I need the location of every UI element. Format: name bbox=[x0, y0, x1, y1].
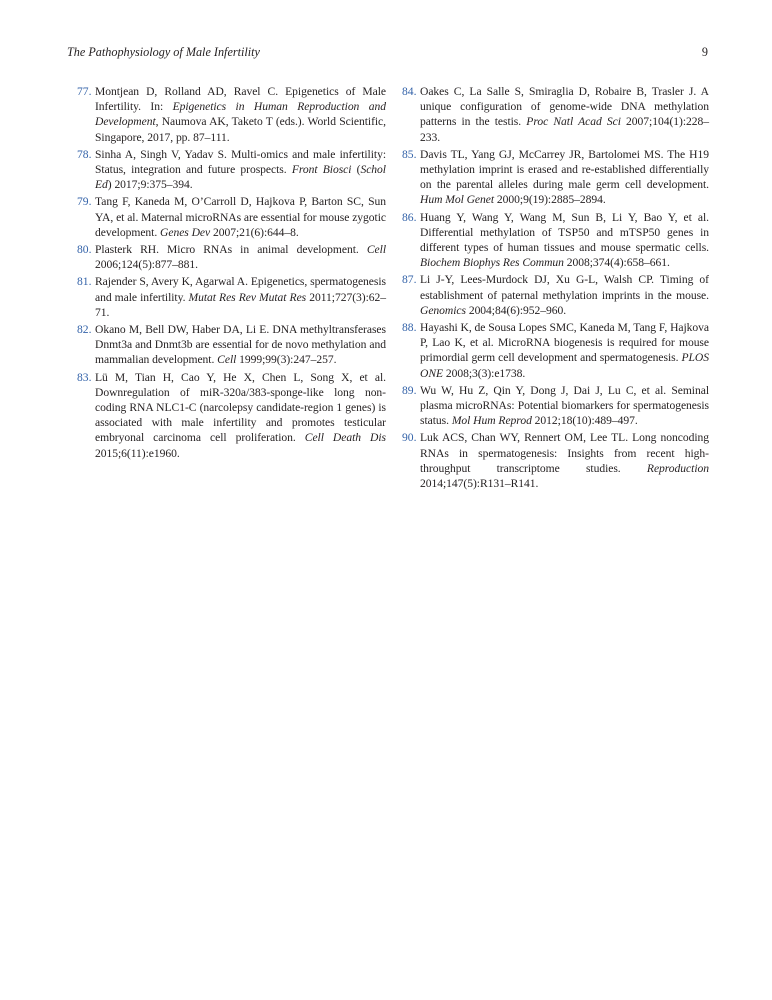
reference-segment: 2007;21(6):644–8. bbox=[210, 225, 299, 239]
reference-text bbox=[95, 274, 386, 320]
reference-column-left bbox=[77, 84, 386, 463]
reference-segment: Huang Y, Wang Y, Wang M, Sun B, Li Y, Bao Y, et al. Differential methylation of TSP50 and mTSP50 genes in different types of human tissues and mouse spermatic cells. bbox=[420, 210, 709, 255]
reference-segment: Wu W, Hu Z, Qin Y, Dong J, Dai J, Lu C, et al. Seminal plasma microRNAs: Potential biomarkers for spermatogenesis status. bbox=[420, 383, 709, 428]
reference-source-italic: Genomics bbox=[420, 303, 466, 317]
reference-entry bbox=[77, 84, 386, 145]
reference-text bbox=[420, 383, 709, 429]
reference-number-link[interactable]: 90. bbox=[402, 431, 417, 445]
reference-segment: 2007;104(1):228–233. bbox=[420, 115, 709, 144]
reference-segment: Davis TL, Yang GJ, McCarrey JR, Bartolomei MS. The H19 methylation imprint is erased and re-established differentially on the parental alleles during male germ cell development. bbox=[420, 147, 709, 192]
reference-segment: 2012;18(10):489–497. bbox=[531, 414, 638, 428]
reference-number-link[interactable]: 87. bbox=[402, 273, 417, 287]
reference-number-link[interactable]: 80. bbox=[77, 243, 92, 257]
reference-entry bbox=[77, 194, 386, 240]
reference-segment: 1999;99(3):247–257. bbox=[236, 353, 337, 367]
reference-number-link[interactable]: 86. bbox=[402, 210, 417, 224]
reference-source-italic: Hum Mol Genet bbox=[420, 193, 495, 207]
reference-source-italic: Mutat Res Rev Mutat Res bbox=[188, 290, 307, 304]
reference-entry bbox=[77, 147, 386, 193]
page-number: 9 bbox=[701, 45, 708, 59]
reference-text bbox=[420, 430, 709, 491]
reference-segment: Lü M, Tian H, Cao Y, He X, Chen L, Song X, et al. Downregulation of miR-320a/383-sponge-like long non-coding RNA NLC1-C (narcolepsy candidate-region 1 genes) is associated with male infertility and promotes testicular embryonal carcinoma cell proliferation. bbox=[95, 370, 386, 445]
reference-segment: Li J-Y, Lees-Murdock DJ, Xu G-L, Walsh CP. Timing of establishment of paternal methylation imprints in the mouse. bbox=[420, 273, 709, 302]
reference-segment: 2000;9(19):2885–2894. bbox=[494, 193, 606, 207]
reference-source-italic: Cell bbox=[366, 243, 386, 257]
reference-segment: 2015;6(11):e1960. bbox=[95, 446, 180, 460]
reference-entry bbox=[402, 210, 709, 271]
reference-text bbox=[95, 147, 386, 193]
reference-entry bbox=[402, 272, 709, 318]
reference-segment: Montjean D, Rolland AD, Ravel C. Epigenetics of Male Infertility. In: bbox=[95, 85, 386, 114]
reference-segment: Plasterk RH. Micro RNAs in animal development. bbox=[95, 243, 367, 257]
reference-source-italic: Front Biosci bbox=[291, 163, 352, 177]
running-head: The Pathophysiology of Male Infertility bbox=[67, 45, 260, 59]
reference-entry bbox=[77, 322, 386, 368]
reference-segment: Sinha A, Singh V, Yadav S. Multi-omics and male infertility: Status, integration and future prospects. bbox=[95, 147, 386, 177]
reference-segment: ( bbox=[351, 163, 361, 177]
reference-number-link[interactable]: 78. bbox=[77, 147, 92, 161]
reference-segment: 2008;3(3):e1738. bbox=[443, 366, 526, 380]
reference-text bbox=[420, 272, 709, 318]
reference-entry bbox=[402, 147, 709, 208]
reference-entry bbox=[77, 370, 386, 461]
reference-segment: Luk ACS, Chan WY, Rennert OM, Lee TL. Long noncoding RNAs in spermatogenesis: Insights from recent high-throughput transcriptome studies. bbox=[420, 431, 709, 475]
reference-source-italic: Cell Death Dis bbox=[304, 431, 387, 445]
reference-segment: 2011;727(3):62–71. bbox=[95, 290, 386, 319]
reference-source-italic: Mol Hum Reprod bbox=[451, 414, 532, 428]
reference-segment: 2014;147(5):R131–R141. bbox=[420, 477, 539, 491]
reference-number-link[interactable]: 88. bbox=[402, 321, 417, 335]
reference-column-right bbox=[402, 84, 709, 493]
reference-segment: 2008;374(4):658–661. bbox=[563, 256, 670, 270]
reference-entry bbox=[402, 383, 709, 429]
reference-text bbox=[420, 84, 709, 145]
reference-entry bbox=[77, 274, 386, 320]
reference-text bbox=[420, 210, 709, 271]
reference-segment: Hayashi K, de Sousa Lopes SMC, Kaneda M, Tang F, Hajkova P, Lao K, et al. MicroRNA biogenesis is required for mouse primordial germ cell development and spermatogenesis. bbox=[420, 321, 709, 365]
reference-source-italic: Biochem Biophys Res Commun bbox=[420, 256, 564, 270]
reference-entry bbox=[77, 242, 386, 272]
reference-text bbox=[95, 370, 386, 461]
reference-number-link[interactable]: 83. bbox=[77, 370, 92, 384]
reference-entry bbox=[402, 430, 709, 491]
reference-source-italic: Genes Dev bbox=[160, 225, 211, 239]
reference-number-link[interactable]: 84. bbox=[402, 85, 417, 98]
reference-source-italic: Epigenetics in Human Reproduction and Development bbox=[95, 100, 386, 129]
reference-segment: Oakes C, La Salle S, Smiraglia D, Robaire B, Trasler J. A unique configuration of genome-wide DNA methylation patterns in the testis. bbox=[420, 85, 709, 129]
reference-number-link[interactable]: 77. bbox=[77, 85, 92, 98]
reference-segment: , Naumova AK, Taketo T (eds.). World Scientific, Singapore, 2017, pp. 87–111. bbox=[95, 115, 386, 144]
reference-text bbox=[95, 322, 386, 368]
reference-entry bbox=[402, 84, 709, 145]
reference-segment: Okano M, Bell DW, Haber DA, Li E. DNA methyltransferases Dnmt3a and Dnmt3b are essential for de novo methylation and mammalian development. bbox=[95, 323, 386, 367]
reference-text bbox=[420, 320, 709, 381]
reference-source-italic: PLOS ONE bbox=[420, 351, 709, 380]
reference-text bbox=[420, 147, 709, 208]
reference-source-italic: Schol Ed bbox=[95, 163, 386, 192]
reference-segment: ) 2017;9:375–394. bbox=[107, 178, 193, 192]
reference-number-link[interactable]: 85. bbox=[402, 147, 417, 161]
reference-segment: 2004;84(6):952–960. bbox=[465, 303, 567, 317]
reference-number-link[interactable]: 89. bbox=[402, 383, 417, 397]
reference-number-link[interactable]: 79. bbox=[77, 195, 92, 209]
reference-source-italic: Reproduction bbox=[646, 461, 709, 475]
reference-number-link[interactable]: 81. bbox=[77, 275, 92, 289]
reference-segment: 2006;124(5):877–881. bbox=[95, 258, 199, 272]
reference-number-link[interactable]: 82. bbox=[77, 323, 92, 337]
reference-source-italic: Cell bbox=[217, 353, 237, 367]
reference-text bbox=[95, 194, 386, 240]
reference-entry bbox=[402, 320, 709, 381]
reference-source-italic: Proc Natl Acad Sci bbox=[526, 115, 621, 129]
reference-text bbox=[95, 242, 386, 272]
reference-segment: Tang F, Kaneda M, O’Carroll D, Hajkova P, Barton SC, Sun YA, et al. Maternal microRNAs are essential for mouse zygotic development. bbox=[95, 195, 386, 239]
reference-segment: Rajender S, Avery K, Agarwal A. Epigenetics, spermatogenesis and male infertility. bbox=[95, 275, 386, 304]
reference-text bbox=[95, 84, 386, 145]
